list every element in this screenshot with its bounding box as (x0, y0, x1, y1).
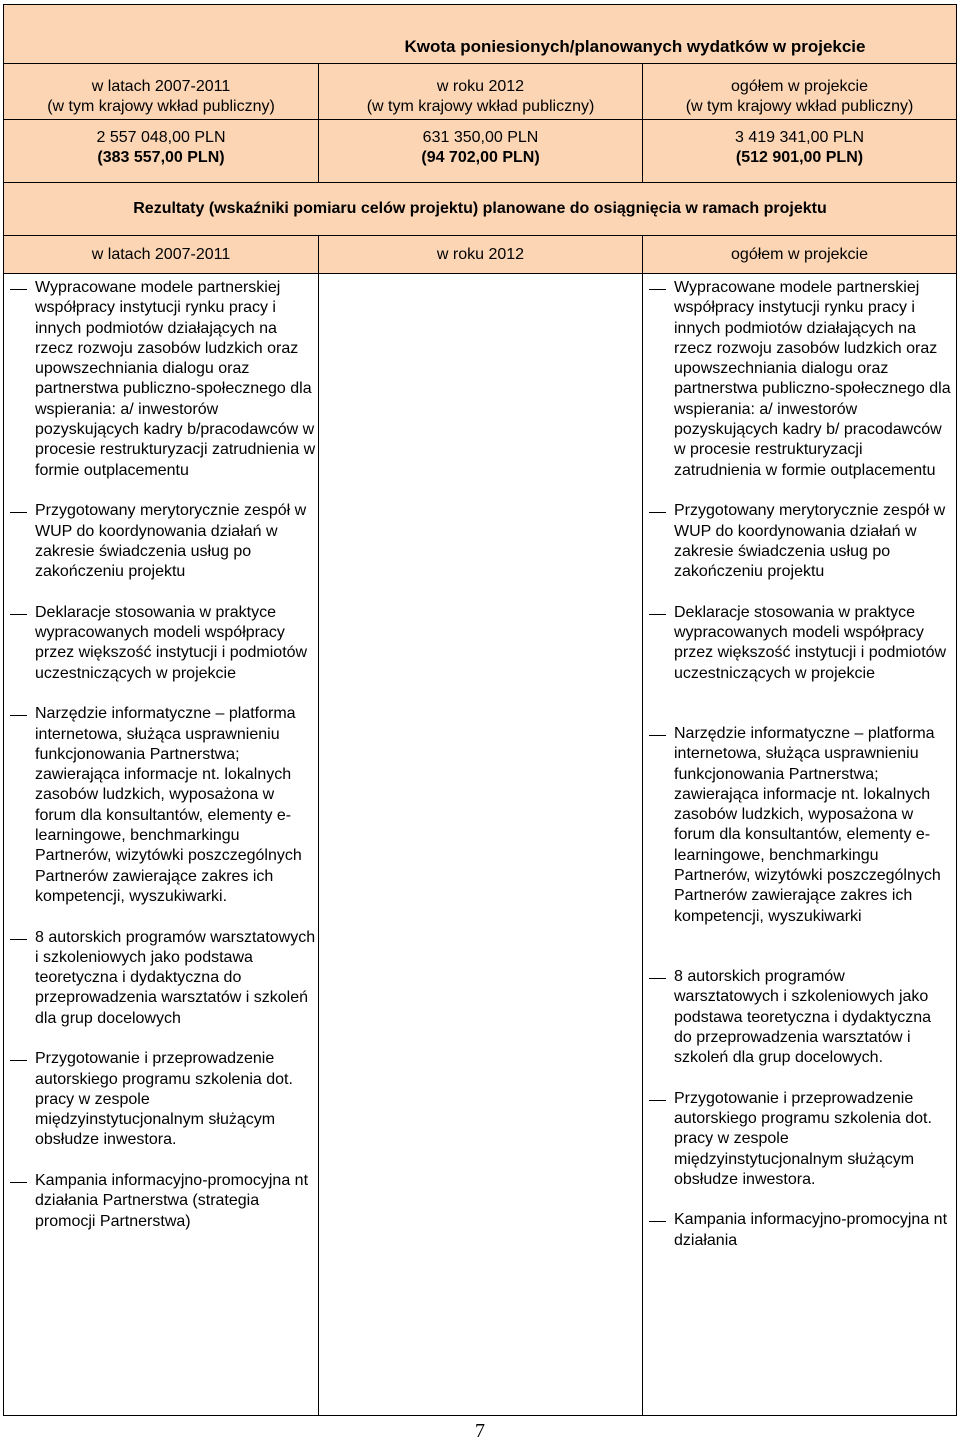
list-item: Narzędzie informatyczne – platforma internetowa, służąca usprawnieniu funkcjonowania Partnerstwa; zawierająca informacje nt. lokalnych zasobów ludzkich, wyposażona w forum dla konsultantów, elementy e-learningowe, benchmarkingu Partnerów, wizytówki poszczególnych Partnerów zawierające zakres ich kompetencji, wyszukiwarki. (6, 704, 318, 907)
national-contribution-value: (94 702,00 PLN) (421, 149, 540, 166)
list-item: Przygotowanie i przeprowadzenie autorskiego programu szkolenia dot. pracy w zespole międzyinstytucjonalnym służącym obsłudze inwestora. (645, 1089, 952, 1190)
results-header-total: ogółem w projekcie (731, 246, 868, 263)
results-col-2012 (319, 274, 643, 1415)
list-item: 8 autorskich programów warsztatowych i szkoleniowych jako podstawa teoretyczna i dydaktyczna do przeprowadzenia warsztatów i szkoleń dla grup docelowych (6, 928, 318, 1029)
period-note: (w tym krajowy wkład publiczny) (685, 98, 914, 115)
period-header-2007-2011 (4, 64, 319, 119)
amount-total (643, 120, 956, 182)
expenditure-amount-row (4, 120, 956, 183)
period-note: (w tym krajowy wkład publiczny) (366, 98, 595, 115)
list-item: Kampania informacyjno-promocyjna nt działania (645, 1210, 952, 1251)
expenditure-title: Kwota poniesionych/planowanych wydatków w projekcie (404, 37, 866, 56)
period-label: w latach 2007-2011 (91, 78, 231, 95)
period-label: ogółem w projekcie (731, 78, 868, 95)
list-item: Wypracowane modele partnerskiej współpracy instytucji rynku pracy i innych podmiotów działających na rzecz rozwoju zasobów ludzkich oraz upowszechniania dialogu oraz partnerstwa publiczno-społecznego dla wspierania: a/ inwestorów pozyskujących kadry b/pracodawców w procesie restrukturyzacji zatrudnienia w formie outplacementu (6, 278, 318, 481)
expenditure-title-row (4, 5, 956, 64)
list-item: Narzędzie informatyczne – platforma internetowa, służąca usprawnieniu funkcjonowania Partnerstwa; zawierająca informacje nt. lokalnych zasobów ludzkich, wyposażona w forum dla konsultantów, elementy e-learningowe, benchmarkingu Partnerów, wizytówki poszczególnych Partnerów zawierające zakres ich kompetencji, wyszukiwarki (645, 724, 952, 927)
list-item: Deklaracje stosowania w praktyce wypracowanych modeli współpracy przez większość instytucji i podmiotów uczestniczących w projekcie (6, 603, 318, 684)
results-body-row (4, 274, 956, 1415)
amount-value: 2 557 048,00 PLN (96, 129, 226, 146)
results-title-row (4, 183, 956, 236)
period-note: (w tym krajowy wkład publiczny) (47, 98, 275, 115)
list-item: Wypracowane modele partnerskiej współpracy instytucji rynku pracy i innych podmiotów działających na rzecz rozwoju zasobów ludzkich oraz upowszechniania dialogu oraz partnerstwa publiczno-społecznego dla wspierania: a/ inwestorów pozyskujących kadry b/ pracodawców w procesie restrukturyzacji zatrudnienia w formie outplacementu (645, 278, 952, 481)
list-item: 8 autorskich programów warsztatowych i szkoleniowych jako podstawa teoretyczna i dydaktyczna do przeprowadzenia warsztatów i szkoleń dla grup docelowych. (645, 967, 952, 1068)
period-header-total (643, 64, 956, 119)
list-item: Przygotowany merytorycznie zespół w WUP do koordynowania działań w zakresie świadczenia usług po zakończeniu projektu (6, 501, 318, 582)
national-contribution-value: (383 557,00 PLN) (97, 149, 225, 166)
list-item: Przygotowany merytorycznie zespół w WUP do koordynowania działań w zakresie świadczenia usług po zakończeniu projektu (645, 501, 952, 582)
national-contribution-value: (512 901,00 PLN) (735, 149, 864, 166)
amount-2007-2011 (4, 120, 319, 182)
list-item: Przygotowanie i przeprowadzenie autorskiego programu szkolenia dot. pracy w zespole międzyinstytucjonalnym służącym obsłudze inwestora. (6, 1049, 318, 1150)
period-header-2012 (319, 64, 643, 119)
list-item: Kampania informacyjno-promocyjna nt działania Partnerstwa (strategia promocji Partnerstwa) (6, 1171, 318, 1232)
amount-2012 (319, 120, 643, 182)
results-col-2007-2011 (4, 274, 319, 1415)
amount-value: 3 419 341,00 PLN (735, 129, 864, 146)
results-title: Rezultaty (wskaźniki pomiaru celów projektu) planowane do osiągnięcia w ramach projektu (133, 200, 827, 217)
results-list (645, 278, 952, 1251)
results-period-row (4, 236, 956, 274)
amount-value: 631 350,00 PLN (422, 129, 539, 146)
results-header-2012: w roku 2012 (319, 236, 643, 273)
results-header-2007-2011: w latach 2007-2011 (4, 236, 319, 273)
page-number: 7 (475, 1420, 485, 1442)
period-label: w roku 2012 (436, 78, 525, 95)
list-item: Deklaracje stosowania w praktyce wypracowanych modeli współpracy przez większość instytucji i podmiotów uczestniczących w projekcie (645, 603, 952, 684)
expenditure-results-table (3, 4, 957, 1416)
expenditure-period-row (4, 64, 956, 120)
results-list (6, 278, 318, 1232)
results-col-total (643, 274, 956, 1415)
